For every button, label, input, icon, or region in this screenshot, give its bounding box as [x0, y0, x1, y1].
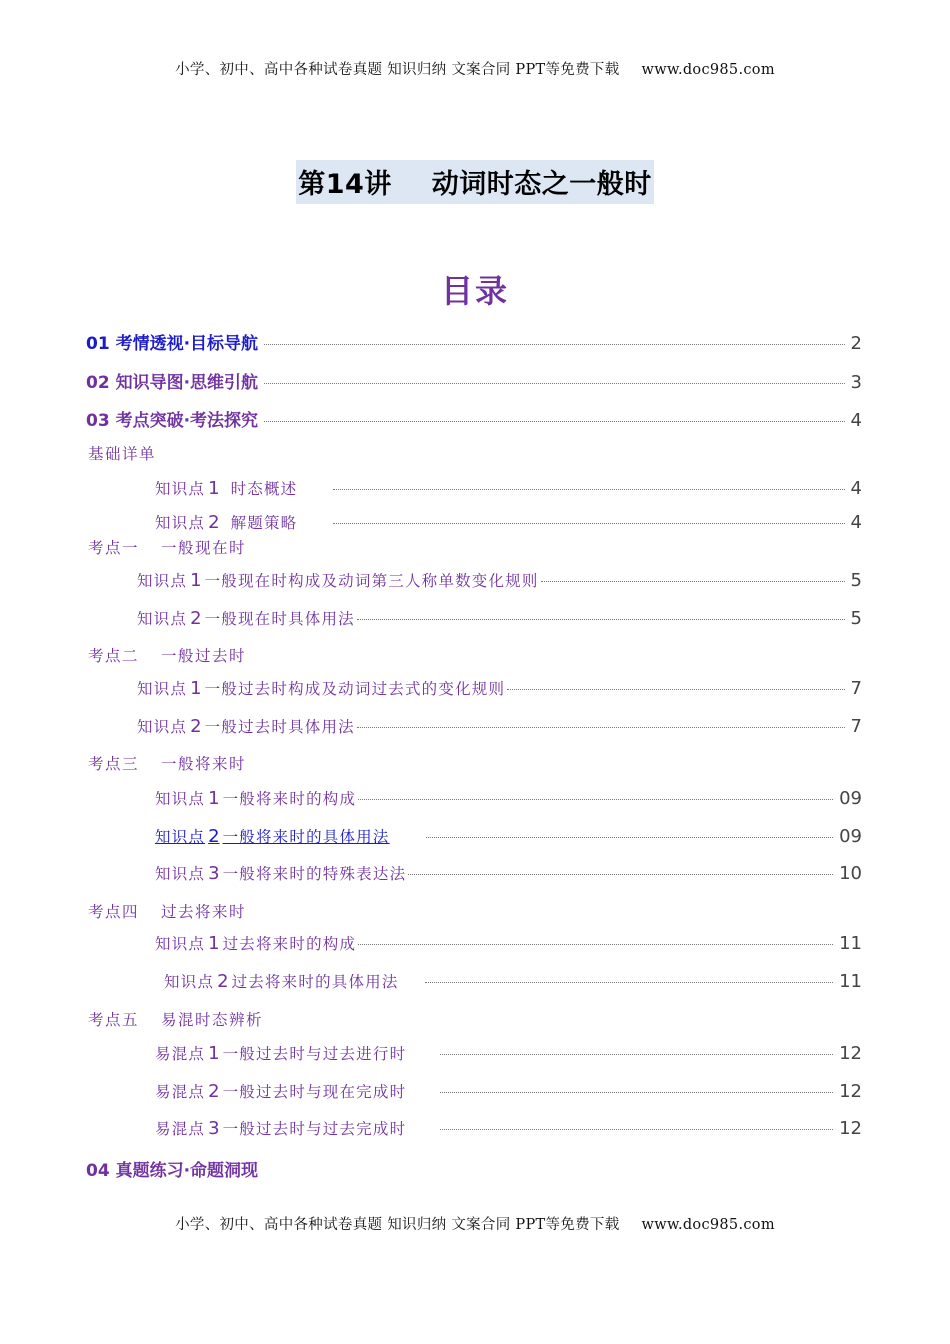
- toc-entry-basics-k1[interactable]: [155, 477, 862, 501]
- toc-entry-label: 01 考情透视·目标导航: [86, 334, 259, 354]
- section-kaodian-4: 考点四 过去将来时: [88, 903, 247, 921]
- document-title: [0, 160, 950, 204]
- dot-leader: [426, 837, 834, 838]
- toc-entry-label: 易混点 1 一般过去时与过去进行时: [155, 1043, 407, 1064]
- dot-leader: [425, 982, 834, 983]
- dot-leader: [264, 421, 845, 422]
- dot-leader: [333, 489, 844, 490]
- toc-entry-label: 知识点 1 过去将来时的构成: [155, 933, 357, 954]
- footer-banner: [0, 1213, 950, 1234]
- toc-page-number: 12: [839, 1081, 862, 1102]
- toc-page-number: 11: [839, 933, 862, 954]
- dot-leader: [333, 523, 844, 524]
- toc-entry-kd4-k2[interactable]: [164, 970, 862, 994]
- toc-entry-02[interactable]: [86, 368, 862, 392]
- toc-page-number: 4: [850, 512, 862, 533]
- toc-entry-kd5-k2[interactable]: [155, 1080, 862, 1104]
- footer-banner-url[interactable]: www.doc985.com: [641, 1217, 775, 1233]
- lecture-number: 第14讲: [298, 169, 392, 200]
- section-kaodian-3: 考点三 一般将来时: [88, 755, 247, 773]
- dot-leader: [408, 874, 833, 875]
- toc-heading: 目录: [440, 272, 509, 310]
- toc-entry-label: 知识点 1 一般将来时的构成: [155, 788, 357, 809]
- dot-leader: [358, 944, 833, 945]
- dot-leader: [264, 344, 845, 345]
- toc-page-number: 5: [850, 570, 862, 591]
- toc-page-number: 11: [839, 971, 862, 992]
- toc-entry-01[interactable]: [86, 329, 862, 353]
- toc-entry-kd3-k2[interactable]: [155, 825, 862, 849]
- dot-leader: [264, 383, 845, 384]
- toc-entry-kd4-k1[interactable]: [155, 932, 862, 956]
- dot-leader: [357, 727, 845, 728]
- header-banner-url[interactable]: www.doc985.com: [641, 62, 775, 78]
- dot-leader: [440, 1129, 833, 1130]
- section-kaodian-2: 考点二 一般过去时: [88, 647, 247, 665]
- toc-entry-label: 04 真题练习·命题洞现: [86, 1161, 259, 1181]
- section-kaodian-1: 考点一 一般现在时: [88, 539, 247, 557]
- dot-leader: [440, 1054, 833, 1055]
- toc-entry-kd2-k1[interactable]: [137, 677, 862, 701]
- toc-entry-label: 易混点 3 一般过去时与过去完成时: [155, 1118, 407, 1139]
- toc-page-number: 09: [839, 788, 862, 809]
- lecture-topic: 动词时态之一般时: [431, 169, 652, 200]
- toc-page-number: 4: [850, 478, 862, 499]
- toc-entry-label: 03 考点突破·考法探究: [86, 411, 259, 431]
- toc-entry-basics-k2[interactable]: [155, 511, 862, 535]
- toc-entry-kd1-k1[interactable]: [137, 569, 862, 593]
- toc-page-number: 2: [850, 333, 862, 354]
- dot-leader: [358, 799, 833, 800]
- toc-entry-label: 知识点 2 一般现在时具体用法: [137, 608, 355, 629]
- section-kaodian-5: 考点五 易混时态辨析: [88, 1011, 264, 1029]
- toc-entry-03[interactable]: [86, 406, 862, 430]
- toc-page-number: 10: [839, 863, 862, 884]
- toc-entry-label: 知识点 1 一般过去时构成及动词过去式的变化规则: [137, 678, 506, 699]
- toc-entry-label[interactable]: 知识点 2 一般将来时的具体用法: [155, 826, 390, 847]
- toc-entry-label: 易混点 2 一般过去时与现在完成时: [155, 1081, 407, 1102]
- dot-leader: [507, 689, 844, 690]
- toc-entry-kd3-k1[interactable]: [155, 787, 862, 811]
- toc-page-number: 7: [850, 678, 862, 699]
- toc-entry-label: 知识点 1 时态概述: [155, 478, 298, 499]
- dot-leader: [440, 1092, 833, 1093]
- toc-entry-label: 知识点 2 过去将来时的具体用法: [164, 971, 399, 992]
- header-banner-text: 小学、初中、高中各种试卷真题 知识归纳 文案合同 PPT等免费下载: [175, 62, 620, 78]
- toc-page-number: 3: [850, 372, 862, 393]
- section-heading: 基础详单: [88, 445, 157, 463]
- header-banner: [0, 58, 950, 79]
- toc-entry-kd1-k2[interactable]: [137, 607, 862, 631]
- toc-entry-label: 知识点 1 一般现在时构成及动词第三人称单数变化规则: [137, 570, 539, 591]
- toc-page-number: 12: [839, 1118, 862, 1139]
- toc-page-number: 4: [850, 410, 862, 431]
- toc-entry-04[interactable]: [86, 1156, 258, 1180]
- toc-entry-kd2-k2[interactable]: [137, 715, 862, 739]
- toc-entry-kd5-k3[interactable]: [155, 1117, 862, 1141]
- toc-entry-kd5-k1[interactable]: [155, 1042, 862, 1066]
- dot-leader: [357, 619, 845, 620]
- toc-entry-label: 知识点 2 解题策略: [155, 512, 298, 533]
- dot-leader: [541, 581, 845, 582]
- footer-banner-text: 小学、初中、高中各种试卷真题 知识归纳 文案合同 PPT等免费下载: [175, 1217, 620, 1233]
- toc-entry-label: 知识点 2 一般过去时具体用法: [137, 716, 355, 737]
- toc-entry-label: 知识点 3 一般将来时的特殊表达法: [155, 863, 407, 884]
- toc-page-number: 09: [839, 826, 862, 847]
- toc-page-number: 5: [850, 608, 862, 629]
- section-basics: [88, 442, 156, 464]
- toc-page-number: 7: [850, 716, 862, 737]
- toc-entry-kd3-k3[interactable]: [155, 862, 862, 886]
- toc-page-number: 12: [839, 1043, 862, 1064]
- toc-entry-label: 02 知识导图·思维引航: [86, 373, 259, 393]
